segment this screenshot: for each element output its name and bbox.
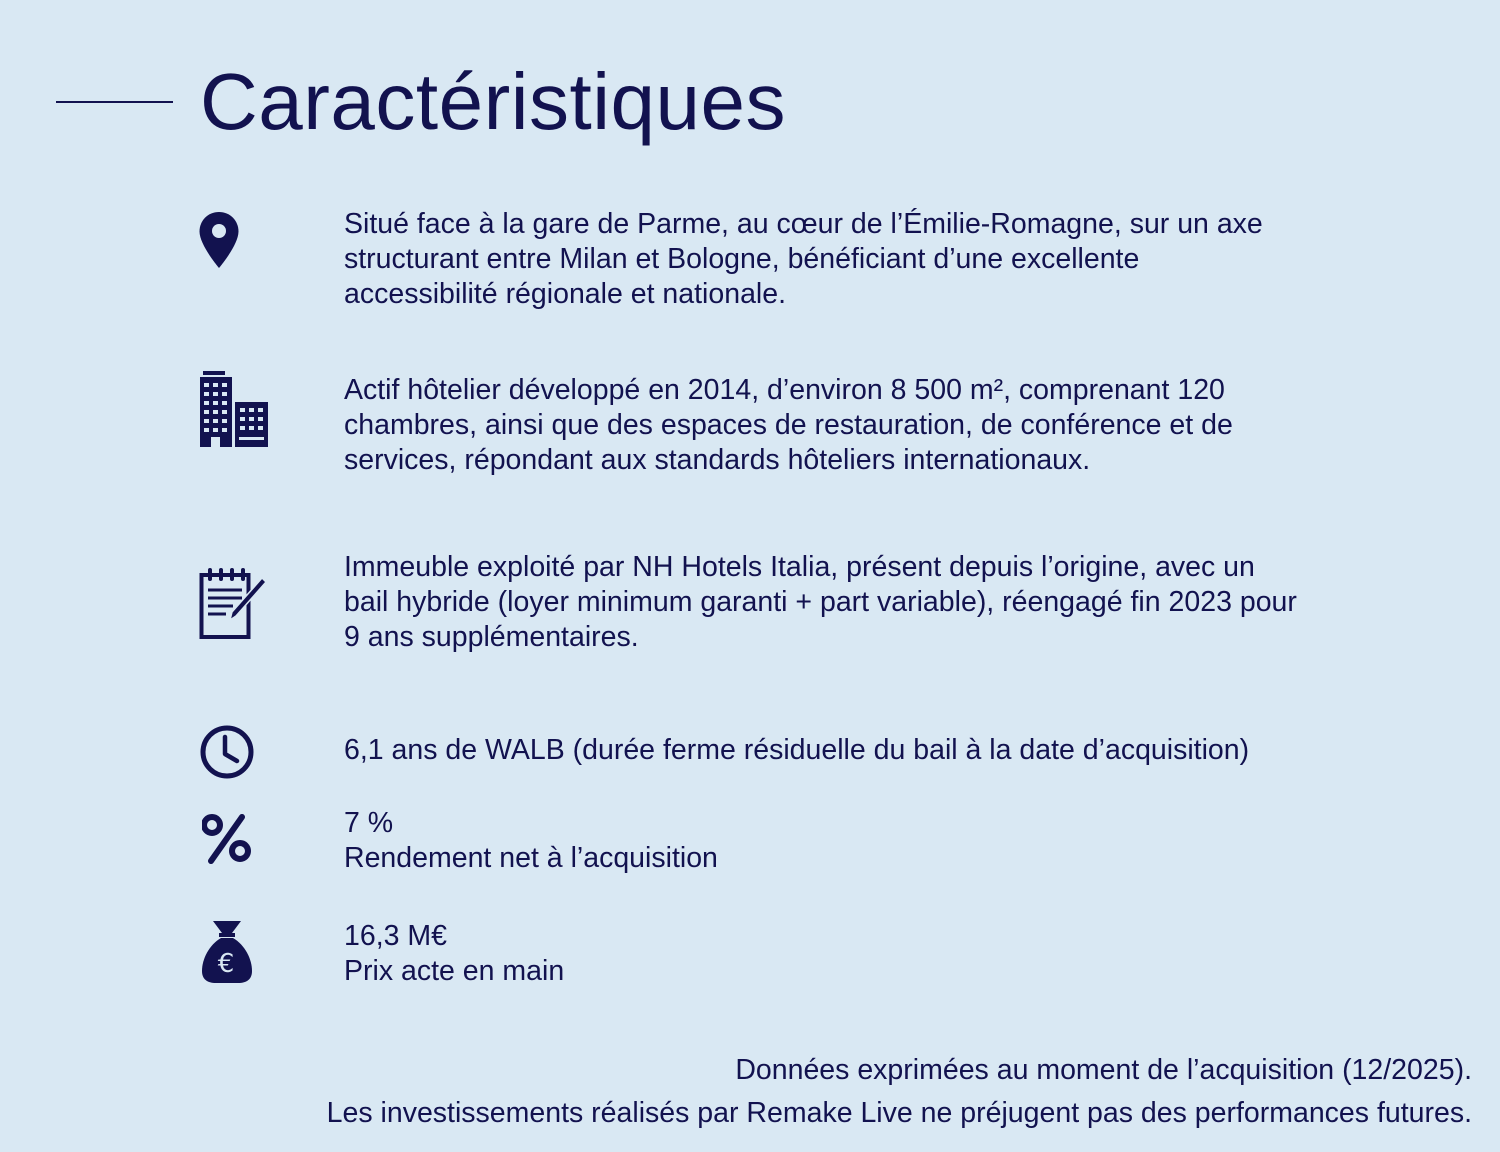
text-line: 9 ans supplémentaires. — [344, 621, 639, 653]
feature-yield-text — [344, 806, 1484, 876]
location-pin-icon — [198, 211, 240, 269]
buildings-icon — [199, 371, 269, 449]
text-line: 6,1 ans de WALB (durée ferme résiduelle du bail à la date d’acquisition) — [344, 734, 1250, 766]
money-bag-euro-icon — [199, 919, 255, 985]
feature-lease-text — [344, 550, 1484, 655]
yield-value: 7 % — [344, 807, 394, 839]
text-line: structurant entre Milan et Bologne, bénéficiant d’une excellente — [344, 243, 1140, 275]
feature-walb-text — [344, 733, 1484, 768]
text-line: Actif hôtelier développé en 2014, d’environ 8 500 m², comprenant 120 — [344, 374, 1225, 406]
text-line: services, répondant aux standards hôteliers internationaux. — [344, 444, 1091, 476]
clock-icon — [199, 724, 255, 780]
euro-symbol: € — [217, 949, 235, 979]
yield-label: Rendement net à l’acquisition — [344, 842, 718, 874]
text-line: Situé face à la gare de Parme, au cœur de l’Émilie-Romagne, sur un axe — [344, 208, 1263, 240]
feature-price-text — [344, 919, 1484, 989]
page-title: Caractéristiques — [200, 57, 787, 146]
title-rule — [56, 101, 173, 103]
feature-building-text — [344, 373, 1484, 478]
text-line: chambres, ainsi que des espaces de restauration, de conférence et de — [344, 409, 1233, 441]
lease-notepad-icon — [199, 566, 269, 640]
text-line: bail hybride (loyer minimum garanti + part variable), réengagé fin 2023 pour — [344, 586, 1297, 618]
footer-disclaimer: Les investissements réalisés par Remake Live ne préjugent pas des performances futures. — [326, 1097, 1472, 1129]
text-line: Immeuble exploité par NH Hotels Italia, présent depuis l’origine, avec un — [344, 551, 1255, 583]
price-label: Prix acte en main — [344, 955, 565, 987]
text-line: accessibilité régionale et nationale. — [344, 278, 787, 310]
percent-icon — [202, 814, 252, 864]
footer-data-date: Données exprimées au moment de l’acquisition (12/2025). — [735, 1054, 1472, 1086]
price-value: 16,3 M€ — [344, 920, 447, 952]
feature-location-text — [344, 207, 1484, 312]
